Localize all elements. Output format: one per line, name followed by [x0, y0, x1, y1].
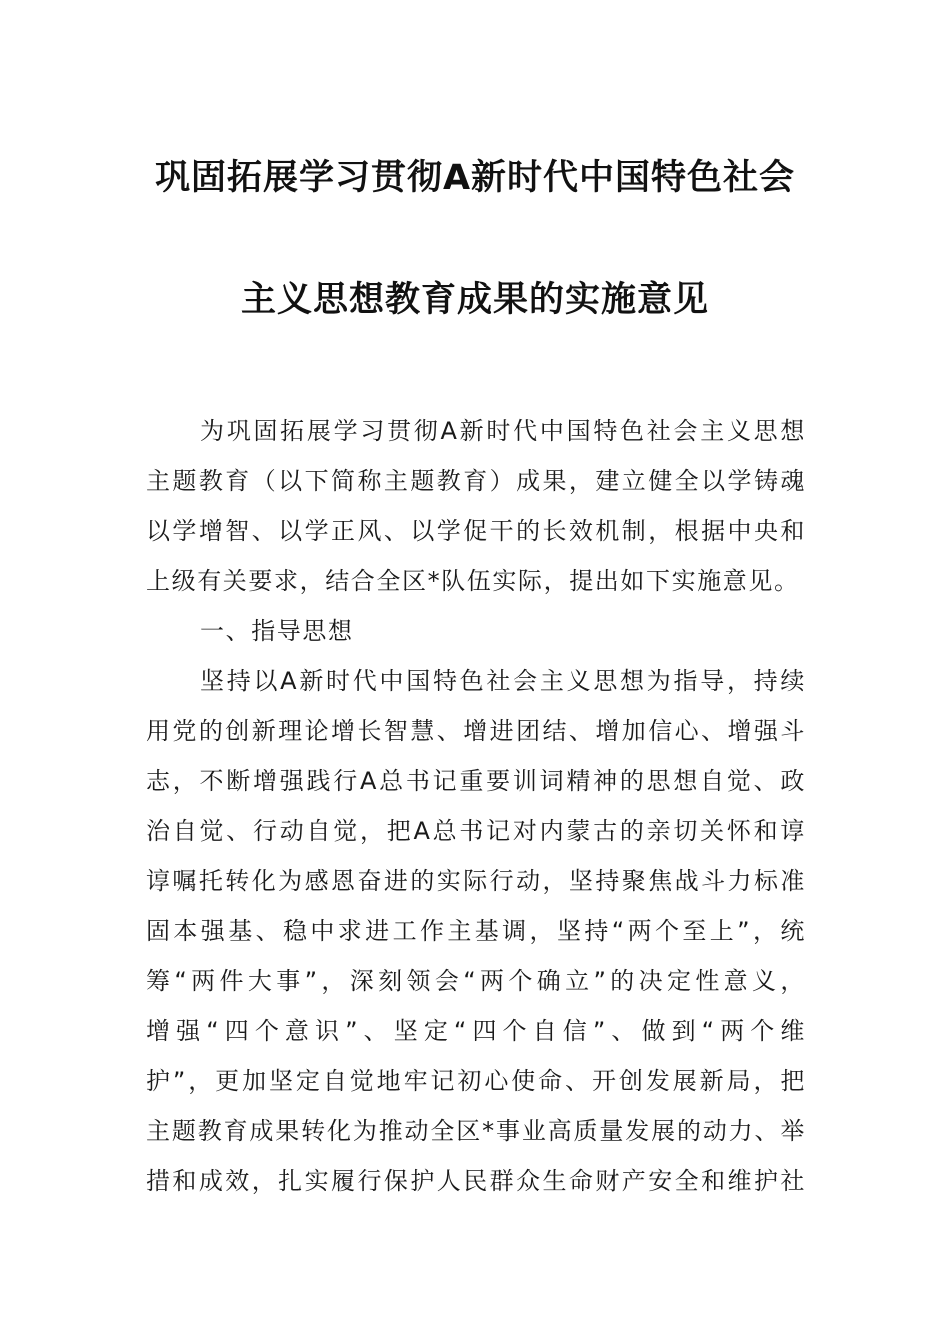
paragraph-line: 上级有关要求，结合全区*队伍实际，提出如下实施意见。: [146, 567, 800, 595]
paragraph-line: 主题教育（以下简称主题教育）成果，建立健全以学铸魂: [146, 467, 806, 495]
paragraph-line: 坚持以A新时代中国特色社会主义思想为指导，持续: [200, 667, 806, 695]
section-heading-guiding-thought: [146, 606, 806, 656]
paragraph-line: 为巩固拓展学习贯彻A新时代中国特色社会主义思想: [200, 417, 806, 445]
section-heading: 一、指导思想: [200, 617, 354, 645]
paragraph-line: 谆嘱托转化为感恩奋进的实际行动，坚持聚焦战斗力标准: [146, 867, 806, 895]
paragraph-line: 用党的创新理论增长智慧、增进团结、增加信心、增强斗: [146, 717, 806, 745]
paragraph-intro: [146, 406, 806, 606]
document-title-line-2: 主义思想教育成果的实施意见: [240, 280, 709, 320]
paragraph-guiding-thought: [146, 656, 806, 1206]
paragraph-line: 护”，更加坚定自觉地牢记初心使命、开创发展新局，把: [146, 1067, 806, 1095]
paragraph-line: 固本强基、稳中求进工作主基调，坚持“两个至上”，统: [146, 917, 806, 945]
document-title-line-1: 巩固拓展学习贯彻A新时代中国特色社会: [154, 158, 796, 198]
paragraph-line: 增强“四个意识”、坚定“四个自信”、做到“两个维: [146, 1017, 806, 1045]
paragraph-line: 筹“两件大事”，深刻领会“两个确立”的决定性意义，: [146, 967, 806, 995]
paragraph-line: 措和成效，扎实履行保护人民群众生命财产安全和维护社: [146, 1167, 806, 1195]
paragraph-line: 志，不断增强践行A总书记重要训词精神的思想自觉、政: [146, 767, 806, 795]
paragraph-line: 治自觉、行动自觉，把A总书记对内蒙古的亲切关怀和谆: [146, 817, 806, 845]
paragraph-line: 以学增智、以学正风、以学促干的长效机制，根据中央和: [146, 517, 806, 545]
paragraph-line: 主题教育成果转化为推动全区*事业高质量发展的动力、举: [146, 1117, 806, 1145]
